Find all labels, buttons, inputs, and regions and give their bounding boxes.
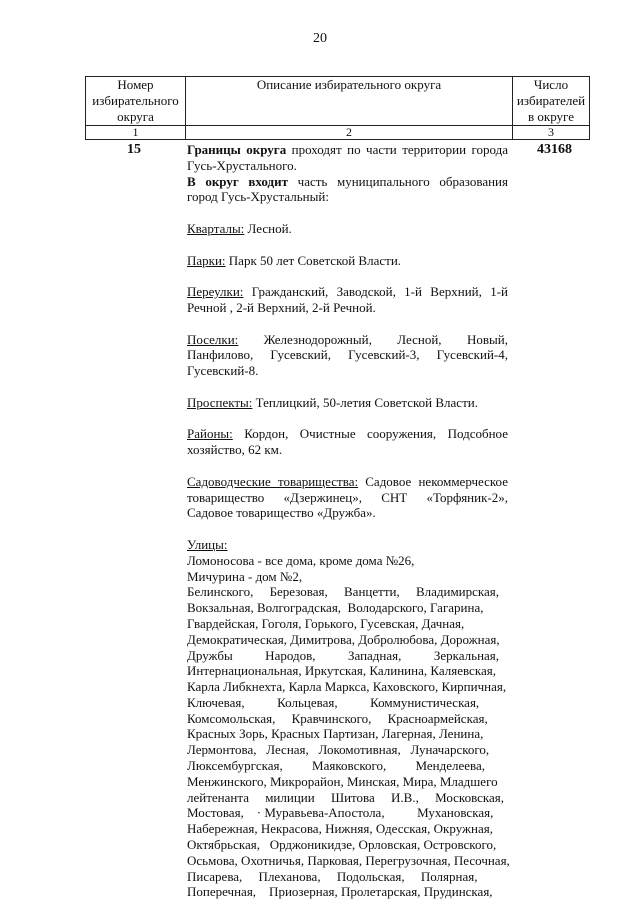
section-quarters bbox=[187, 221, 508, 237]
section-label: Районы: bbox=[187, 426, 233, 442]
street-line: Ключевая, Кольцевая, Коммунистическая, bbox=[187, 694, 480, 710]
section-text: Кордон, Очистные сооружения, Подсобное хозяйство, 62 км. bbox=[187, 426, 508, 458]
column-number-2: 2 bbox=[186, 126, 513, 140]
table-header-row bbox=[86, 77, 590, 126]
streets-list bbox=[187, 553, 508, 901]
street-line: Мичурина - дом №2, bbox=[187, 568, 303, 584]
street-line: Карла Либкнехта, Карла Маркса, Каховского, Кирпичная, bbox=[187, 679, 507, 695]
section-label: Кварталы: bbox=[187, 220, 245, 236]
district-description bbox=[187, 142, 508, 900]
street-line: Поперечная, Приозерная, Пролетарская, Прудинская, bbox=[187, 884, 493, 900]
street-line: Октябрьская, Орджоникидзе, Орловская, Островского, bbox=[187, 837, 497, 853]
section-parks bbox=[187, 253, 508, 269]
street-line: Набережная, Некрасова, Нижняя, Одесская, Окружная, bbox=[187, 821, 493, 837]
boundary-text: проходят по части территории города Гусь-Хрустального. bbox=[187, 142, 508, 173]
street-line: Люксембургская, Маяковского, Менделеева, bbox=[187, 758, 486, 774]
includes-text: часть муниципального образования город Гусь-Хрустальный: bbox=[187, 173, 508, 205]
street-line: Менжинского, Микрорайон, Минская, Мира, Младшего bbox=[187, 773, 498, 789]
includes-paragraph bbox=[187, 174, 508, 206]
section-text: Лесной. bbox=[244, 220, 292, 236]
street-line: Дружбы Народов, Западная, Зеркальная, bbox=[187, 647, 500, 663]
street-line: Белинского, Березовая, Ванцетти, Владимирская, bbox=[187, 584, 500, 600]
section-text: Садовое некоммерческое товарищество «Дзержинец», СНТ «Торфяник-2», Садовое товарищество «Дружба». bbox=[187, 473, 508, 521]
street-line: Красных Зорь, Красных Партизан, Лагерная, Ленина, bbox=[187, 726, 484, 742]
street-line: Осьмова, Охотничья, Парковая, Перегрузочная, Песочная, bbox=[187, 852, 510, 868]
section-lanes bbox=[187, 284, 508, 316]
boundary-paragraph bbox=[187, 142, 508, 174]
street-line: Мостовая, · Муравьева-Апостола, Мухановская, bbox=[187, 805, 494, 821]
includes-label: В округ входит bbox=[187, 173, 289, 189]
street-line: Вокзальная, Волгоградская, Володарского, Гагарина, bbox=[187, 600, 484, 616]
section-text: Парк 50 лет Советской Власти. bbox=[225, 252, 402, 268]
street-line: Ломоносова - все дома, кроме дома №26, bbox=[187, 552, 415, 568]
streets-heading bbox=[187, 537, 508, 553]
header-voter-count: Число избирателей в округе bbox=[513, 77, 590, 126]
section-label: Проспекты: bbox=[187, 394, 253, 410]
section-text: Теплицкий, 50-летия Советской Власти. bbox=[252, 394, 478, 410]
section-label: Поселки: bbox=[187, 331, 239, 347]
section-label: Переулки: bbox=[187, 284, 244, 300]
street-line: Писарева, Плеханова, Подольская, Полярная, bbox=[187, 868, 478, 884]
column-number-3: 3 bbox=[513, 126, 590, 140]
street-line: Интернациональная, Иркутская, Калинина, Каляевская, bbox=[187, 663, 496, 679]
street-line: Лермонтова, Лесная, Локомотивная, Луначарского, bbox=[187, 742, 490, 758]
column-number-1: 1 bbox=[86, 126, 186, 140]
street-line: лейтенанта милиции Шитова И.В., Московская, bbox=[187, 789, 505, 805]
boundary-label: Границы округа bbox=[187, 142, 287, 157]
page-number: 20 bbox=[313, 31, 327, 46]
district-table bbox=[85, 76, 590, 140]
column-number-row bbox=[86, 126, 590, 140]
section-label: Садоводческие товарищества: bbox=[187, 473, 359, 489]
section-settlements bbox=[187, 332, 508, 379]
section-label: Парки: bbox=[187, 252, 226, 268]
district-number: 15 bbox=[127, 142, 141, 157]
section-avenues bbox=[187, 395, 508, 411]
street-line: Гвардейская, Гоголя, Горького, Гусевская, Дачная, bbox=[187, 615, 465, 631]
section-districts bbox=[187, 426, 508, 458]
header-district-number: Номер избирательного округа bbox=[86, 77, 186, 126]
streets-label: Улицы: bbox=[187, 536, 228, 552]
section-text: Гражданский, Заводской, 1-й Верхний, 1-й Речной , 2-й Верхний, 2-й Речной. bbox=[187, 284, 508, 315]
street-line: Демократическая, Димитрова, Добролюбова, Дорожная, bbox=[187, 631, 500, 647]
section-garden-associations bbox=[187, 474, 508, 521]
street-line: Комсомольская, Кравчинского, Красноармейская, bbox=[187, 710, 488, 726]
header-district-description: Описание избирательного округа bbox=[186, 77, 513, 126]
section-text: Железнодорожный, Лесной, Новый, Панфилово, Гусевский, Гусевский-3, Гусевский-4, Гусевский-8. bbox=[187, 331, 508, 379]
voter-count: 43168 bbox=[537, 142, 572, 157]
